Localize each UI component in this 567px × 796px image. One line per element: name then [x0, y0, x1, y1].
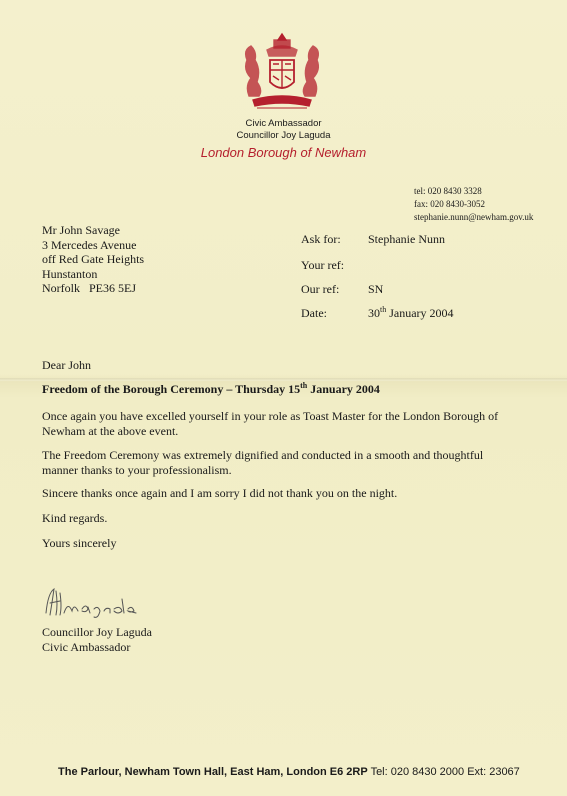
contact-fax: fax: 020 8430-3052	[414, 199, 485, 209]
signatory-block	[42, 625, 512, 655]
date-suffix: th	[380, 305, 387, 314]
subject-text: Freedom of the Borough Ceremony – Thursday 15	[42, 382, 301, 396]
address-line: off Red Gate Heights	[42, 252, 145, 266]
paragraph: Sincere thanks once again and I am sorry I did not thank you on the night.	[42, 486, 398, 500]
signatory-name: Councillor Joy Laguda	[42, 625, 152, 639]
letterhead-title	[0, 118, 567, 142]
our-ref-label: Our ref:	[301, 282, 340, 296]
ask-for-value: Stephanie Nunn	[368, 232, 445, 246]
closing: Yours sincerely	[42, 536, 117, 550]
address-line: Norfolk PE36 5EJ	[42, 281, 136, 295]
title-line-role: Civic Ambassador	[245, 118, 322, 129]
recipient-address	[42, 223, 144, 296]
footer-tel: Tel: 020 8430 2000 Ext: 23067	[370, 766, 520, 778]
signatory-title: Civic Ambassador	[42, 640, 131, 654]
date-value	[368, 306, 454, 321]
your-ref-label: Your ref:	[301, 258, 345, 272]
ask-for-label: Ask for:	[301, 232, 341, 246]
handwritten-signature	[38, 583, 164, 621]
our-ref-value: SN	[368, 282, 384, 296]
subject-sup: th	[300, 381, 308, 390]
contact-email: stephanie.nunn@newham.gov.uk	[414, 212, 534, 222]
title-line-name: Councillor Joy Laguda	[236, 130, 331, 141]
contact-block	[414, 185, 533, 224]
contact-tel: tel: 020 8430 3328	[414, 186, 482, 196]
date-day: 30	[368, 306, 380, 320]
paragraph: The Freedom Ceremony was extremely dignified and conducted in a smooth and thoughtful manner thanks to your professionalism.	[42, 448, 484, 477]
paragraph: Once again you have excelled yourself in your role as Toast Master for the London Borough of Newham at the above event.	[42, 409, 499, 438]
recipient-name: Mr John Savage	[42, 223, 120, 237]
footer	[58, 766, 520, 778]
date-label: Date:	[301, 306, 327, 320]
salutation: Dear John	[42, 358, 91, 372]
subject-text-end: January 2004	[307, 382, 380, 396]
footer-address: The Parlour, Newham Town Hall, East Ham, London E6 2RP	[58, 766, 368, 778]
regards: Kind regards.	[42, 511, 108, 525]
address-line: Hunstanton	[42, 266, 98, 281]
borough-name: London Borough of Newham	[200, 145, 367, 160]
date-rest: January 2004	[386, 306, 454, 320]
address-line: 3 Mercedes Avenue	[42, 237, 137, 252]
subject-line	[42, 382, 512, 397]
coat-of-arms-icon	[237, 30, 327, 112]
paper-fold	[0, 378, 567, 381]
